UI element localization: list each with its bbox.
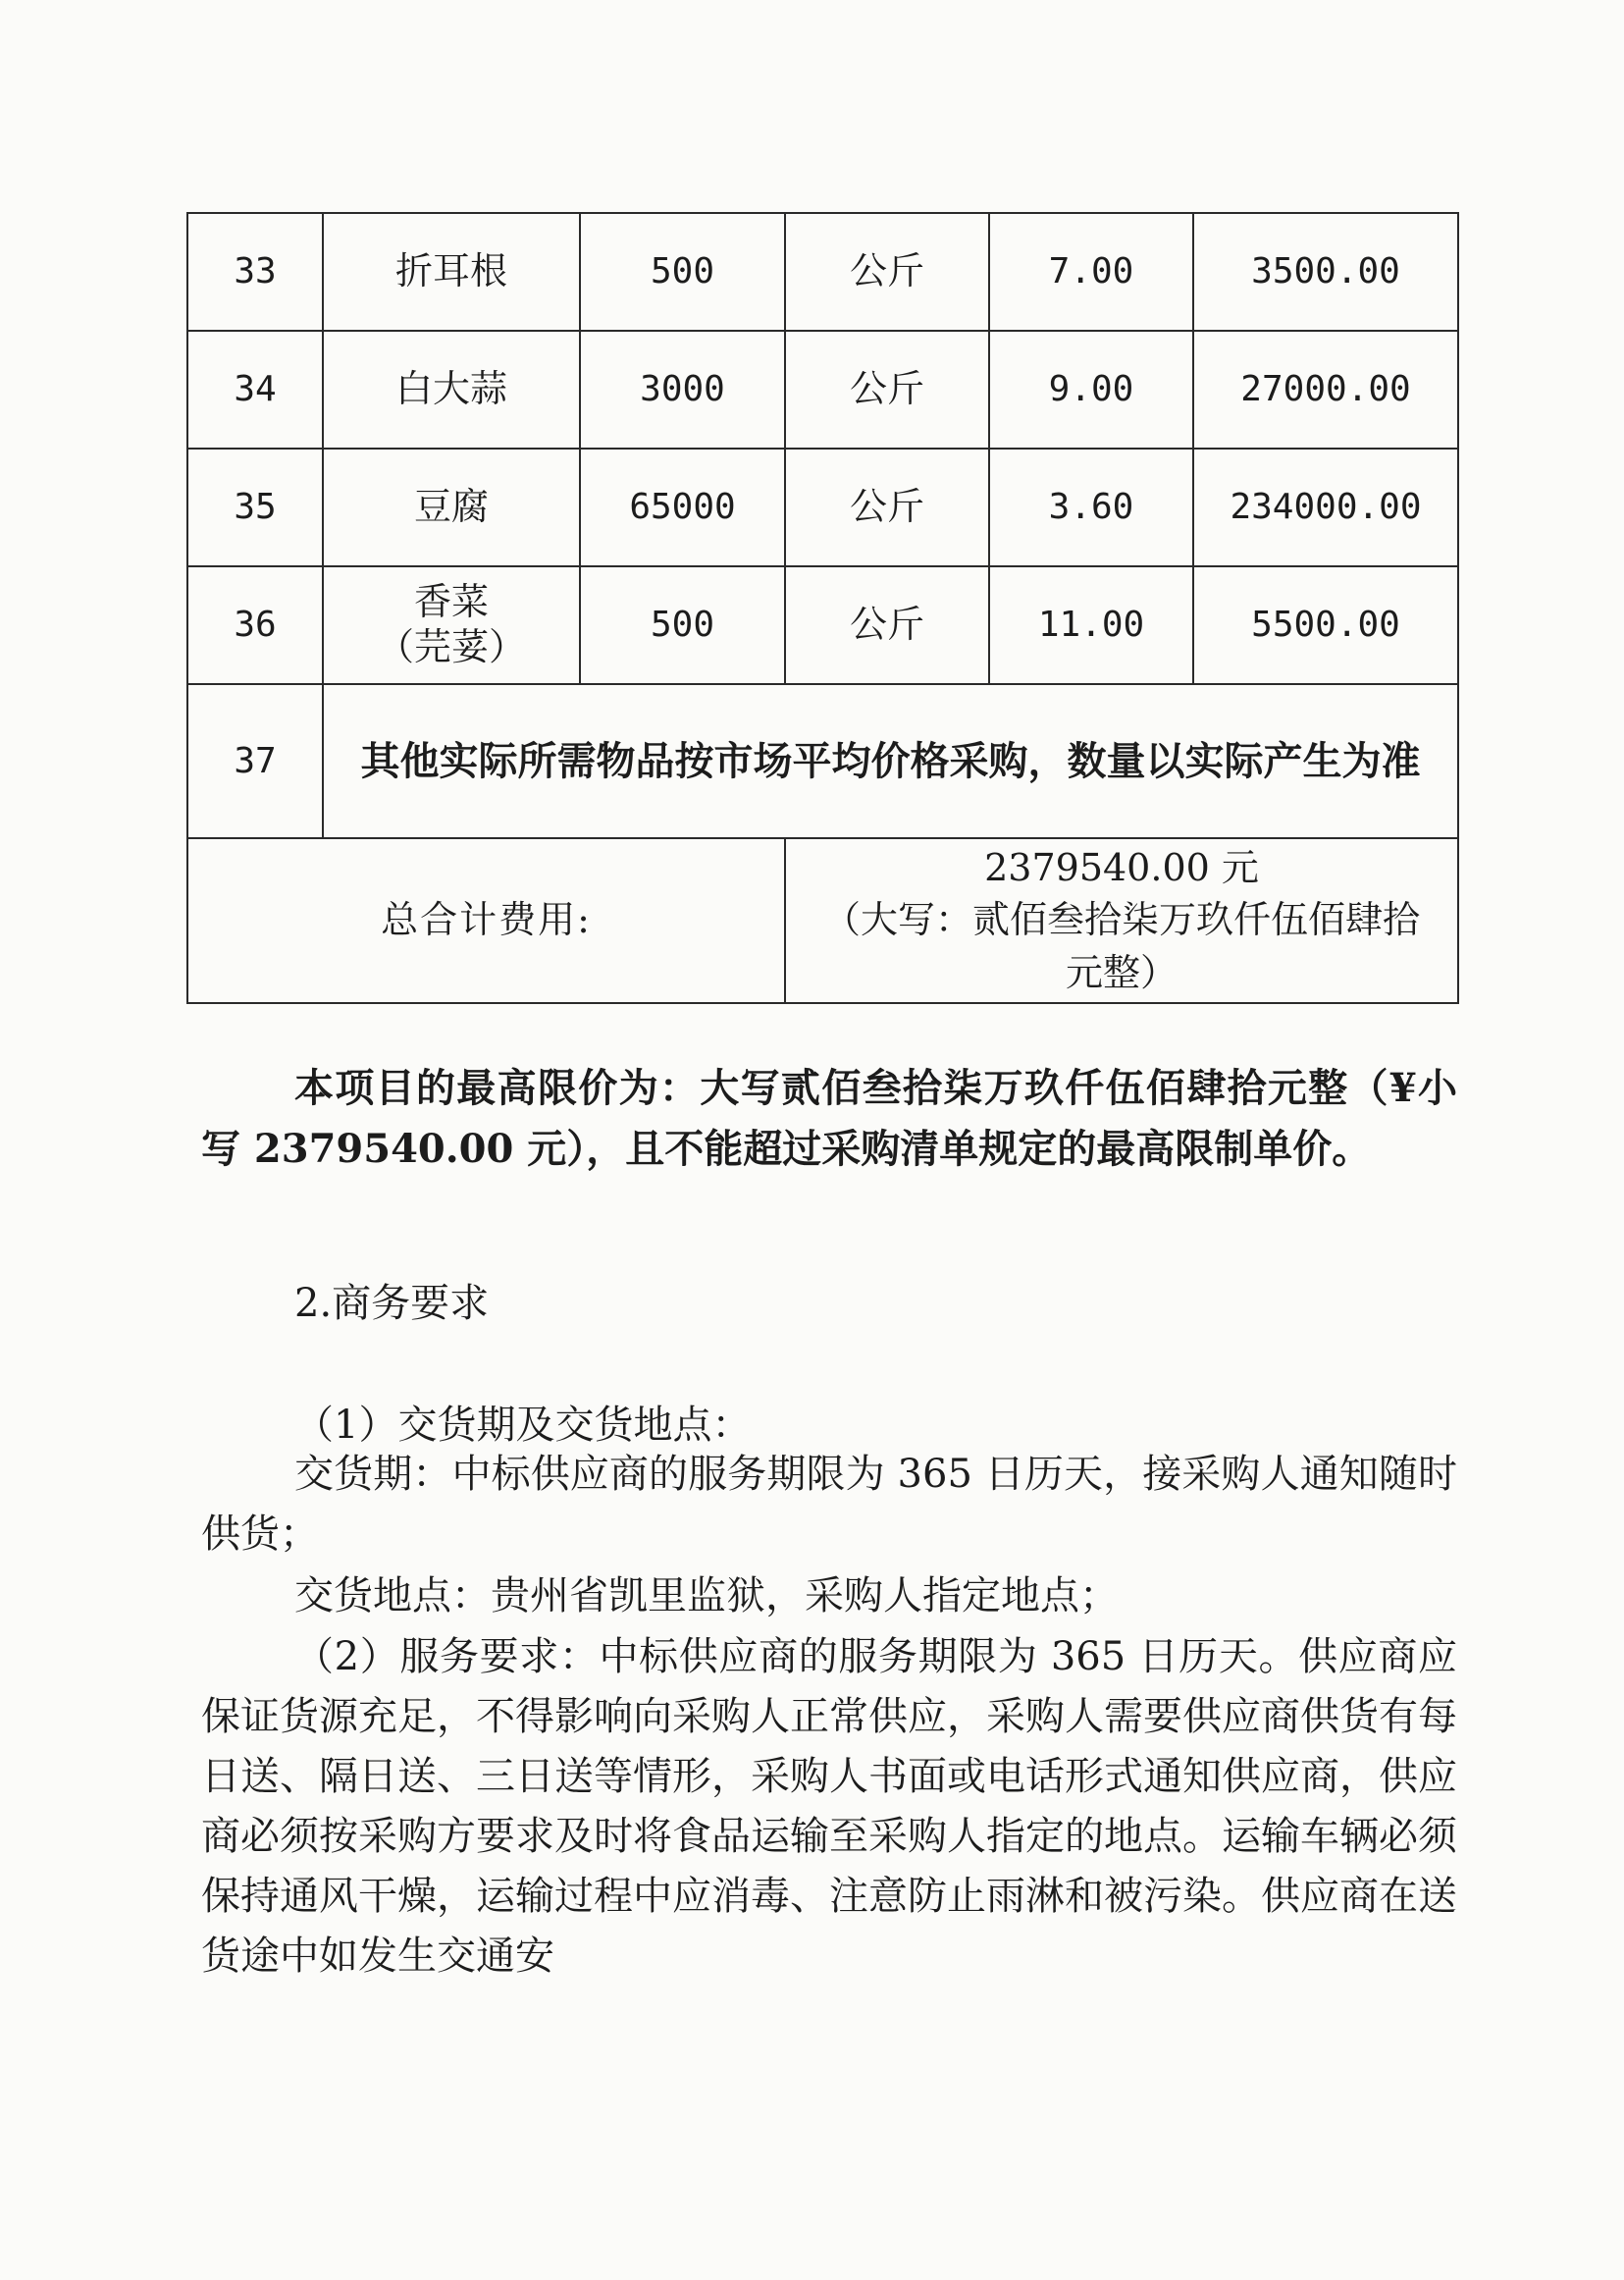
item-amount: 5500.00 xyxy=(1193,566,1458,684)
item-name xyxy=(323,566,580,684)
item-amount: 3500.00 xyxy=(1193,213,1458,331)
table-note-row xyxy=(187,684,1458,838)
item-unit: 公斤 xyxy=(785,449,989,566)
item-unit-price: 11.00 xyxy=(989,566,1193,684)
item-unit-price: 3.60 xyxy=(989,449,1193,566)
total-amount-words: （大写：贰佰叁拾柒万玖仟伍佰肆拾 xyxy=(822,898,1420,942)
section-title: 2.商务要求 xyxy=(294,1281,490,1326)
item-unit: 公斤 xyxy=(785,566,989,684)
item-number: 35 xyxy=(187,449,323,566)
max-price-paragraph: 本项目的最高限价为：大写贰佰叁拾柒万玖仟伍佰肆拾元整（¥小写 2379540.00 元），且不能超过采购清单规定的最高限制单价。 xyxy=(201,1065,1457,1172)
item-name-line: 香菜 xyxy=(413,580,489,624)
item-unit-price: 9.00 xyxy=(989,331,1193,449)
item-unit: 公斤 xyxy=(785,213,989,331)
item-quantity: 500 xyxy=(580,566,785,684)
table-row xyxy=(187,566,1458,684)
item-quantity: 500 xyxy=(580,213,785,331)
service-requirements: （2）服务要求：中标供应商的服务期限为 365 日历天。供应商应保证货源充足，不得影响向采购人正常供应，采购人需要供应商供货有每日送、隔日送、三日送等情形，采购人书面或电话形式通知供应商，供应商必须按采购方要求及时将食品运输至采购人指定的地点。运输车辆必须保持通风干燥，运输过程中应消毒、注意防止雨淋和被污染。供应商在送货途中如发生交通安 xyxy=(201,1634,1457,1979)
item-quantity: 3000 xyxy=(580,331,785,449)
item-name: 折耳根 xyxy=(323,213,580,331)
total-amount: 2379540.00 元 xyxy=(984,846,1259,890)
item-amount: 27000.00 xyxy=(1193,331,1458,449)
total-amount-words-end: 元整） xyxy=(1065,950,1178,994)
table-total-row xyxy=(187,838,1458,1003)
item-name-alias: （芫荽） xyxy=(376,625,526,668)
item-number: 37 xyxy=(187,684,323,838)
total-label: 总合计费用: xyxy=(187,838,785,1003)
item-number: 34 xyxy=(187,331,323,449)
delivery-heading: （1）交货期及交货地点： xyxy=(294,1403,752,1448)
table-row xyxy=(187,331,1458,449)
total-value xyxy=(785,838,1458,1003)
item-name: 白大蒜 xyxy=(323,331,580,449)
item-unit: 公斤 xyxy=(785,331,989,449)
item-quantity: 65000 xyxy=(580,449,785,566)
item-number: 36 xyxy=(187,566,323,684)
table-row xyxy=(187,449,1458,566)
note-text: 其他实际所需物品按市场平均价格采购，数量以实际产生为准 xyxy=(323,684,1458,838)
delivery-place: 交货地点：贵州省凯里监狱，采购人指定地点； xyxy=(294,1573,1119,1618)
item-number: 33 xyxy=(187,213,323,331)
procurement-table xyxy=(186,212,1459,1004)
item-unit-price: 7.00 xyxy=(989,213,1193,331)
item-name: 豆腐 xyxy=(323,449,580,566)
table-row xyxy=(187,213,1458,331)
item-amount: 234000.00 xyxy=(1193,449,1458,566)
delivery-period: 交货期：中标供应商的服务期限为 365 日历天，接采购人通知随时供货； xyxy=(201,1452,1457,1557)
